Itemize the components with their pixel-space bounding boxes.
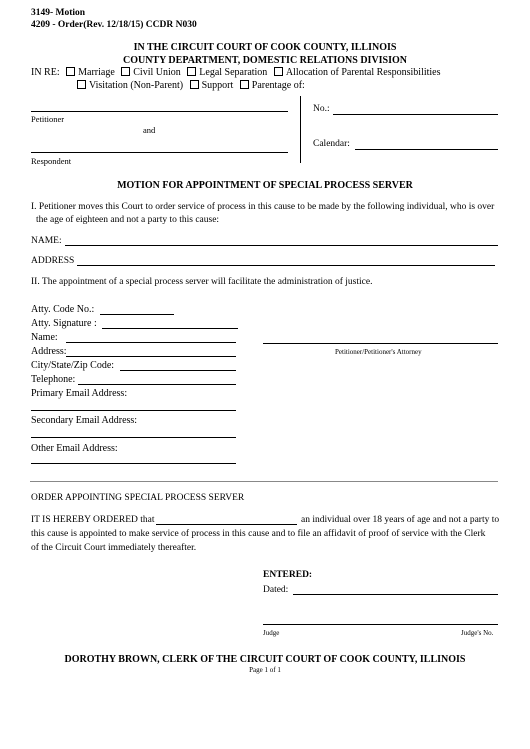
option-civil-union: Civil Union: [133, 67, 181, 78]
petitioner-label: Petitioner: [31, 114, 65, 124]
atty-signature-label: Atty. Signature :: [31, 318, 97, 329]
motion-paragraph-1-line2: the age of eighteen and not a party to this cause:: [36, 215, 220, 225]
dated-label: Dated:: [263, 585, 289, 595]
atty-telephone-field[interactable]: [78, 384, 236, 385]
caption-divider: [300, 96, 301, 163]
judge-signature-field[interactable]: [263, 624, 498, 625]
form-number-motion: 3149- Motion: [31, 8, 86, 18]
in-re-label: IN RE:: [31, 67, 60, 78]
motion-paragraph-2: II. The appointment of a special process server will facilitate the administration of justice.: [31, 277, 373, 287]
order-line1-start: IT IS HEREBY ORDERED that: [31, 515, 155, 525]
atty-address-label: Address:: [31, 346, 67, 357]
option-marriage: Marriage: [78, 67, 115, 78]
respondent-label: Respondent: [31, 156, 72, 166]
server-name-field[interactable]: [65, 245, 498, 246]
parentage-checkbox[interactable]: [240, 80, 249, 89]
calendar-label: Calendar:: [313, 139, 350, 149]
entered-label: ENTERED:: [263, 570, 313, 580]
petitioner-signature-caption: Petitioner/Petitioner's Attorney: [335, 348, 422, 356]
judge-number-label: Judge's No.: [461, 629, 494, 637]
other-email-field[interactable]: [31, 463, 236, 464]
atty-name-label: Name:: [31, 332, 58, 343]
court-division: COUNTY DEPARTMENT, DOMESTIC RELATIONS DIVISION: [122, 55, 408, 66]
clerk-footer: DOROTHY BROWN, CLERK OF THE CIRCUIT COURT OF COOK COUNTY, ILLINOIS: [64, 654, 466, 665]
atty-name-field[interactable]: [66, 342, 236, 343]
petitioner-signature-field[interactable]: [263, 343, 498, 344]
allocation-checkbox[interactable]: [274, 67, 283, 76]
address-label: ADDRESS: [31, 256, 75, 266]
name-label: NAME:: [31, 236, 62, 246]
and-label: and: [143, 125, 156, 135]
petitioner-line[interactable]: [31, 111, 288, 112]
atty-code-field[interactable]: [100, 314, 174, 315]
server-address-field[interactable]: [77, 265, 495, 266]
primary-email-label: Primary Email Address:: [31, 388, 128, 399]
court-title: IN THE CIRCUIT COURT OF COOK COUNTY, ILLINOIS: [133, 42, 397, 53]
option-legal-separation: Legal Separation: [199, 67, 268, 78]
in-re-row1: [31, 67, 441, 78]
option-allocation: Allocation of Parental Responsibilities: [285, 67, 441, 78]
atty-address-field[interactable]: [66, 356, 236, 357]
legal-separation-checkbox[interactable]: [187, 67, 196, 76]
marriage-checkbox[interactable]: [66, 67, 75, 76]
case-no-field[interactable]: [333, 114, 498, 115]
respondent-line[interactable]: [31, 152, 288, 153]
support-checkbox[interactable]: [190, 80, 199, 89]
page-number: Page 1 of 1: [249, 666, 281, 674]
dated-field[interactable]: [293, 594, 498, 595]
atty-telephone-label: Telephone:: [31, 374, 76, 385]
order-title: ORDER APPOINTING SPECIAL PROCESS SERVER: [31, 493, 245, 503]
atty-signature-field[interactable]: [102, 328, 238, 329]
judge-label: Judge: [263, 629, 280, 637]
section-divider: [30, 481, 498, 482]
form-number-order: 4209 - Order(Rev. 12/18/15) CCDR N030: [31, 20, 197, 30]
appointed-server-field[interactable]: [156, 524, 297, 525]
other-email-label: Other Email Address:: [31, 443, 118, 454]
civil-union-checkbox[interactable]: [121, 67, 130, 76]
secondary-email-field[interactable]: [31, 437, 236, 438]
primary-email-field[interactable]: [31, 410, 236, 411]
atty-city-label: City/State/Zip Code:: [31, 360, 115, 371]
in-re-row2: [73, 80, 305, 91]
motion-paragraph-1-line1: I. Petitioner moves this Court to order service of process in this cause to be made by the following individual, who is over: [31, 202, 495, 212]
order-line3: of the Circuit Court immediately thereafter.: [31, 543, 197, 553]
visitation-checkbox[interactable]: [77, 80, 86, 89]
option-visitation: Visitation (Non-Parent): [89, 80, 184, 91]
atty-code-label: Atty. Code No.:: [31, 304, 95, 315]
atty-city-field[interactable]: [120, 370, 236, 371]
case-no-label: No.:: [313, 104, 330, 114]
order-line2: this cause is appointed to make service of process in this cause and to file an affidavit of proof of service with the Clerk: [31, 529, 486, 539]
order-line1-end: an individual over 18 years of age and not a party to: [301, 515, 500, 525]
secondary-email-label: Secondary Email Address:: [31, 415, 138, 426]
option-support: Support: [201, 80, 234, 91]
option-parentage: Parentage of:: [251, 80, 305, 91]
calendar-field[interactable]: [355, 149, 498, 150]
motion-title: MOTION FOR APPOINTMENT OF SPECIAL PROCESS SERVER: [117, 180, 413, 191]
